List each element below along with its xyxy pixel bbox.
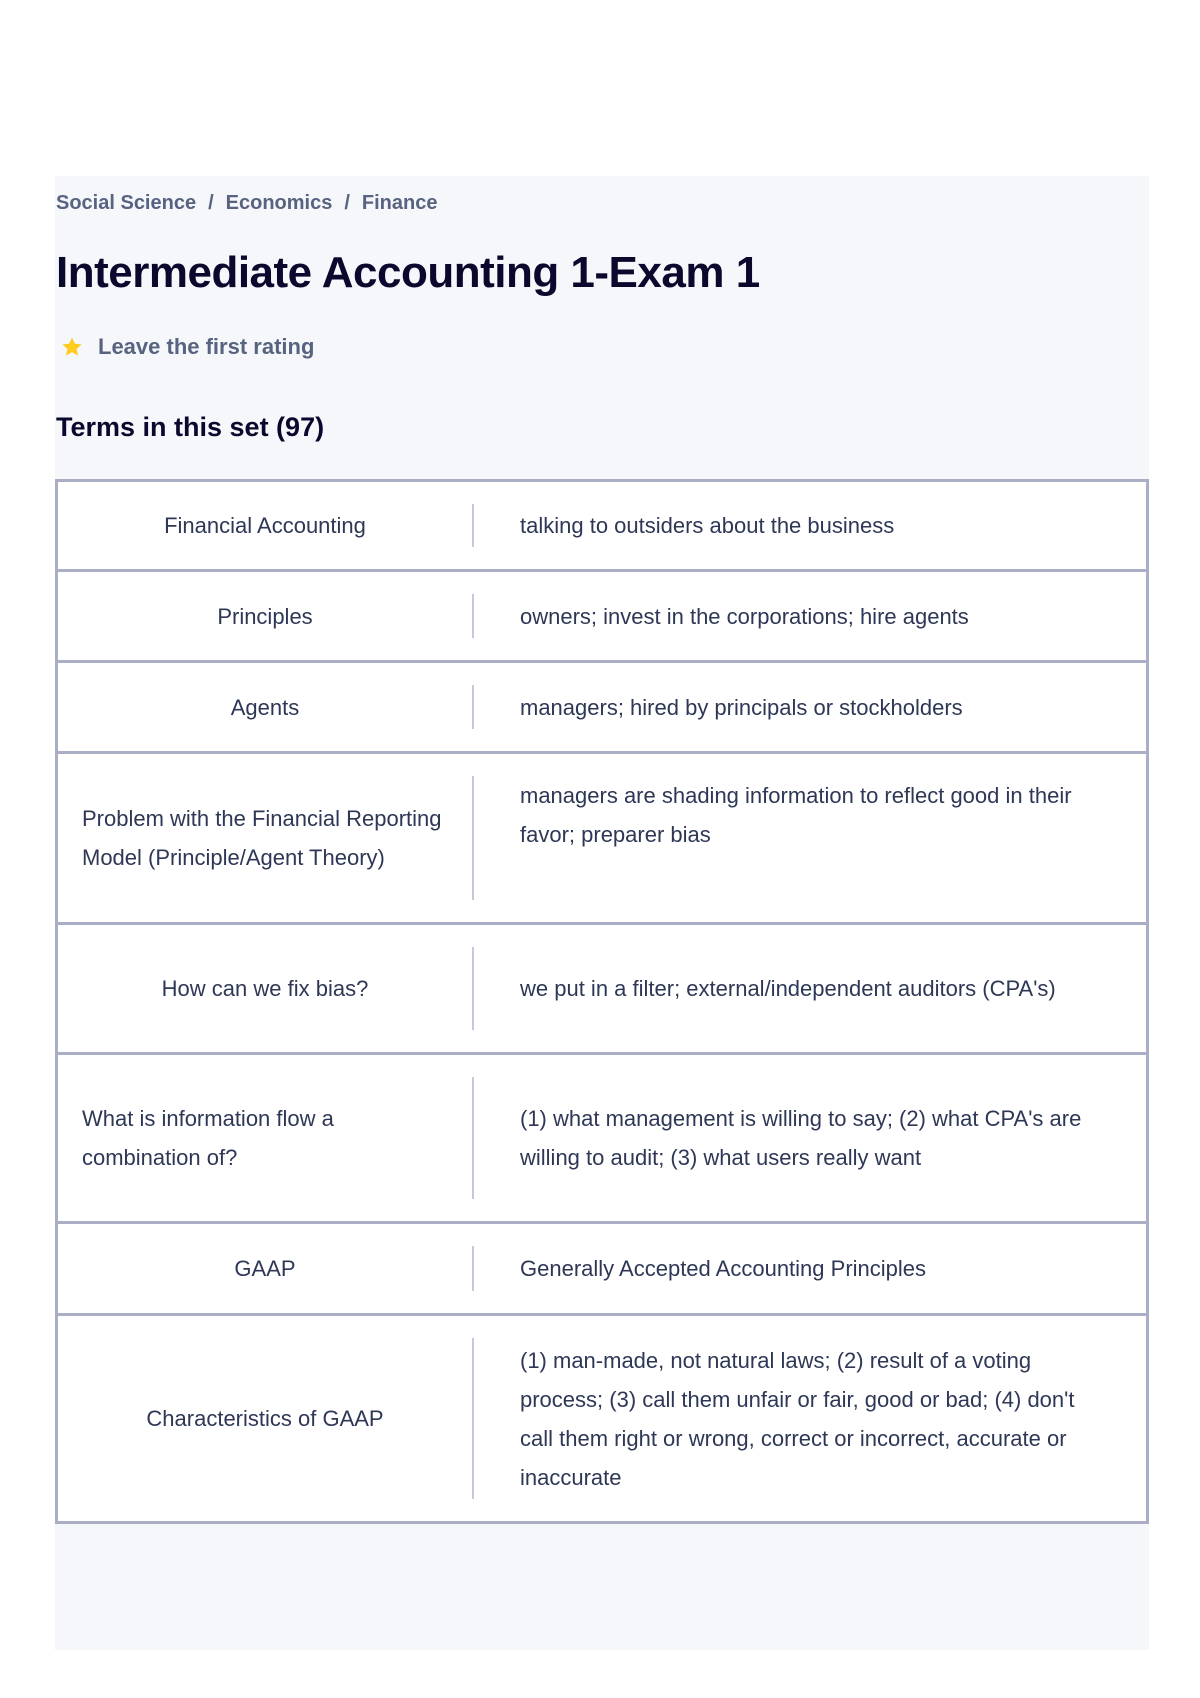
definition-text: talking to outsiders about the business: [520, 513, 895, 538]
definition-text: managers; hired by principals or stockholders: [520, 694, 963, 720]
definition-text: owners; invest in the corporations; hire agents: [520, 603, 969, 629]
term-text: Characteristics of GAAP: [146, 1406, 384, 1431]
breadcrumb-separator: /: [344, 192, 350, 214]
term-card[interactable]: [55, 660, 1149, 754]
definition-text: we put in a filter; external/independent auditors (CPA's): [520, 976, 1056, 1001]
term-text: What is information flow a combination of?: [82, 1106, 334, 1170]
breadcrumb-economics[interactable]: Economics: [225, 192, 333, 214]
term-text: Financial Accounting: [164, 513, 366, 538]
definition-text: Generally Accepted Accounting Principles: [520, 1256, 927, 1281]
breadcrumb: [56, 192, 437, 215]
term-card[interactable]: [55, 1052, 1149, 1224]
breadcrumb-social-science[interactable]: Social Science: [56, 192, 197, 214]
terms-list: [55, 479, 1149, 1524]
definition-text: (1) man-made, not natural laws; (2) result of a voting process; (3) call them unfair or fair, good or bad; (4) don't call them right or wrong, correct or incorrect, accurate or inaccurate: [520, 1347, 1075, 1490]
definition-text: (1) what management is willing to say; (2) what CPA's are willing to audit; (3) what users really want: [520, 1106, 1082, 1170]
star-icon: [60, 335, 84, 359]
rating-button[interactable]: [60, 334, 314, 360]
term-card[interactable]: [55, 1313, 1149, 1524]
term-text: How can we fix bias?: [161, 976, 369, 1001]
breadcrumb-finance[interactable]: Finance: [361, 192, 438, 214]
page-title: Intermediate Accounting 1-Exam 1: [56, 248, 760, 297]
term-card[interactable]: [55, 479, 1149, 572]
term-text: Agents: [230, 694, 300, 720]
definition-text: managers are shading information to reflect good in their favor; preparer bias: [520, 783, 1072, 847]
breadcrumb-separator: /: [208, 192, 214, 214]
term-text: Principles: [217, 603, 313, 629]
term-card[interactable]: [55, 569, 1149, 663]
rating-label: Leave the first rating: [98, 334, 315, 359]
term-text: GAAP: [234, 1256, 296, 1281]
term-text: Problem with the Financial Reporting Model (Principle/Agent Theory): [82, 806, 442, 870]
terms-heading: Terms in this set (97): [56, 412, 325, 442]
term-card[interactable]: [55, 922, 1149, 1055]
term-card[interactable]: [55, 1221, 1149, 1316]
term-card[interactable]: [55, 751, 1149, 925]
